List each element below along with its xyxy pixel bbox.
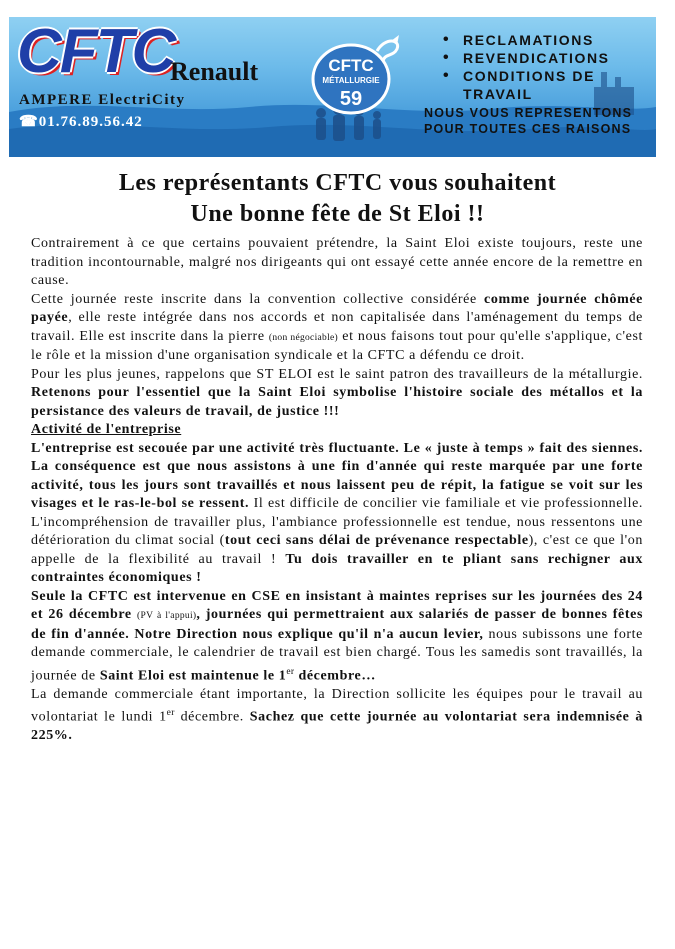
paragraph-cse: Seule la CFTC est intervenue en CSE en insistant à maintes reprises sur les journées des 24 et 26 décembre (PV à l'appui), journées qui permettraient aux salariés de passer de bonnes fêtes de fin d'année. Notre Direction nous explique qu'il n'a aucun levier, nous subissons une forte demande commerciale, le calendrier de travail est bien chargé. Tous les samedis sont travaillés, la journée de Saint Eloi est maintenue le 1er décembre… <box>31 588 643 684</box>
company-name: Renault <box>170 57 259 86</box>
paragraph-history: Pour les plus jeunes, rappelons que ST ELOI est le saint patron des travailleurs de la métallurgie. Retenons pour l'essentiel que la Saint Eloi symbolise l'histoire sociale des métallos et la persistance des valeurs de travail, de justice !!! <box>31 366 643 419</box>
seal-top-text: CFTC <box>328 56 374 75</box>
page-title <box>0 168 675 230</box>
phone-number: ☎01.76.89.56.42 <box>19 114 143 130</box>
section-heading: Activité de l'entreprise <box>31 422 182 437</box>
title-line-2: Une bonne fête de St Eloi !! <box>190 201 485 227</box>
seal-middle-text: MÉTALLURGIE <box>322 76 380 85</box>
list-item: • CONDITIONS DE TRAVAIL <box>441 67 656 103</box>
site-name: AMPERE ElectriCity <box>19 92 186 108</box>
seal-number: 59 <box>339 88 363 110</box>
title-line-1: Les représentants CFTC vous souhaitent <box>118 170 557 196</box>
paragraph-intro: Contrairement à ce que certains pouvaient prétendre, la Saint Eloi existe toujours, reste une tradition incontournable, malgré nos dirigeants qui ont essayé cette année encore de la remettre en cause. <box>31 236 643 288</box>
list-item: • REVENDICATIONS <box>441 49 656 67</box>
article-body <box>31 235 643 746</box>
demands-list <box>441 31 656 103</box>
list-item: • RECLAMATIONS <box>441 31 656 49</box>
paragraph-convention: Cette journée reste inscrite dans la convention collective considérée comme journée chômée payée, elle reste intégrée dans nos accords et non capitalisée dans l'aménagement du temps de travail. Elle est inscrite dans la pierre (non négociable) et nous faisons tout pour qu'elle s'applique, c'est le rôle et la mission d'une organisation syndicale et la CFTC a défendu ce droit. <box>31 291 643 363</box>
paragraph-activity: L'entreprise est secouée par une activité très fluctuante. Le « juste à temps » fait des siennes. La conséquence est que nous assistons à une fin d'année qui reste marquée par une forte activité, tous les jours sont travaillés et nous laissent peu de répit, la fatigue se voit sur les visages et le ras-le-bol se ressent. Il est difficile de concilier vie familiale et vie professionnelle. L'incompréhension de travailler plus, l'ambiance professionnelle est tendue, nous ressentons une détérioration du climat social (tout ceci sans délai de prévenance respectable), c'est ce que l'on appelle de la flexibilité au travail ! Tu dois travailler en te pliant sans rechigner aux contraintes économiques ! <box>31 440 643 585</box>
header-banner <box>9 17 656 157</box>
paragraph-volunteer: La demande commerciale étant importante, la Direction sollicite les équipes pour le travail au volontariat le lundi 1er décembre. Sachez que cette journée au volontariat sera indemnisée à 225%. <box>31 686 643 744</box>
tagline: NOUS VOUS REPRESENTONS POUR TOUTES CES RAISONS <box>424 106 633 136</box>
cftc-metallurgie-seal <box>299 33 407 117</box>
cftc-logo: CFTC <box>17 17 175 86</box>
phone-icon: ☎ <box>19 114 39 130</box>
